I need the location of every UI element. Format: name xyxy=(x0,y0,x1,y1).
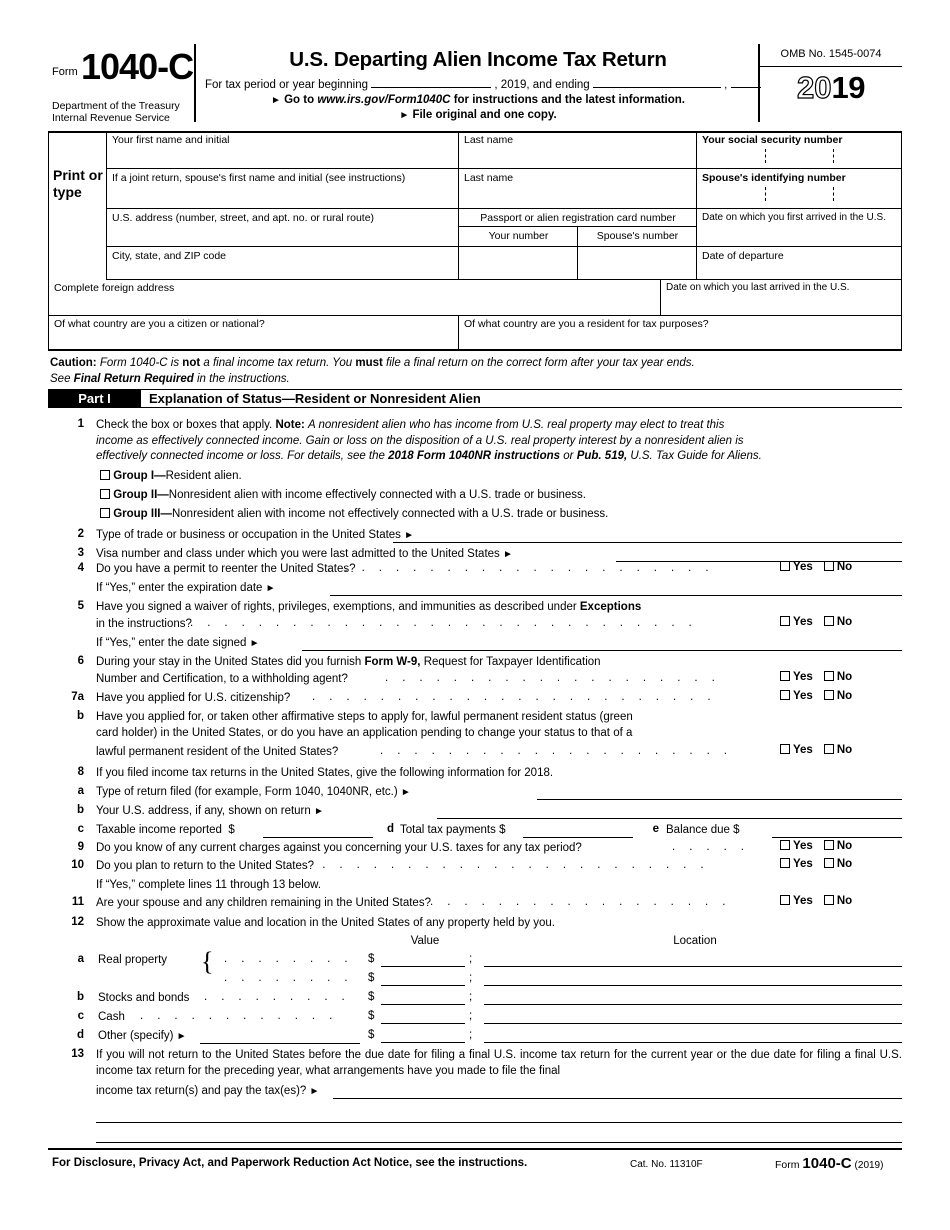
arrow-icon: ► xyxy=(399,110,410,121)
header-left-block xyxy=(48,44,194,128)
line-3-text xyxy=(96,547,513,563)
country-citizen-label: Of what country are you a citizen or national? xyxy=(54,318,265,330)
line-7b-no-label: No xyxy=(836,744,853,756)
department-line-2: Internal Revenue Service xyxy=(52,112,170,124)
group-3-text: Nonresident alien with income not effectively connected with a U.S. trade or business. xyxy=(171,508,609,520)
form-word-label: Form xyxy=(52,66,78,78)
line-1-number: 1 xyxy=(77,418,84,430)
line-1-note-label: Note: xyxy=(275,419,305,431)
line-1-text-a: Check the box or boxes that apply. xyxy=(96,419,273,431)
exceptions-ref: Exceptions xyxy=(579,601,642,613)
line-5-text-b: in the instructions? xyxy=(96,618,192,630)
line-12c-value-input[interactable] xyxy=(381,1023,465,1024)
line-4-sub-label: If “Yes,” enter the expiration date xyxy=(96,582,263,594)
line-6-no-label: No xyxy=(836,671,853,683)
line-12c-text: Cash xyxy=(98,1011,125,1023)
line-12c-location-input[interactable] xyxy=(484,1023,902,1024)
caution-text-4: See xyxy=(50,372,71,385)
line-12d-specify-input[interactable] xyxy=(200,1043,360,1044)
line-9-number: 9 xyxy=(77,841,84,853)
print-type-cell xyxy=(48,131,106,279)
city-state-zip-label: City, state, and ZIP code xyxy=(112,250,227,262)
ssn-cell[interactable] xyxy=(696,131,902,168)
goto-suffix: for instructions and the latest information. xyxy=(453,94,685,106)
line-8a-number: a xyxy=(77,785,84,797)
city-state-zip-cell[interactable] xyxy=(106,246,458,279)
line-10-number: 10 xyxy=(71,859,84,871)
form-number-title: 1040-C xyxy=(81,46,194,87)
spouse-first-name-cell[interactable] xyxy=(106,168,458,208)
line-5-text-a: Have you signed a waiver of rights, privileges, exemptions, and immunities as described under xyxy=(96,601,577,613)
header-center-block xyxy=(198,44,758,128)
line-10-yes-label: Yes xyxy=(793,858,813,870)
arrow-icon: ► xyxy=(265,583,276,594)
line-2-label: Type of trade or business or occupation in the United States xyxy=(96,529,401,541)
line-12a-semicolon: ; xyxy=(469,953,473,965)
line-8d-input[interactable] xyxy=(523,837,633,838)
line-10-sub-text: If “Yes,” complete lines 11 through 13 below. xyxy=(96,879,322,891)
line-7a-number: 7a xyxy=(71,691,84,703)
line-12a-leader-dots: . . . . . . . . xyxy=(224,953,353,965)
goto-instructions-line xyxy=(198,94,758,106)
line-9-leader-dots: . . . . . xyxy=(672,841,750,853)
tax-period-line xyxy=(205,77,761,91)
ssn-separator-1 xyxy=(765,149,766,163)
line-4-yes-label: Yes xyxy=(793,561,813,573)
spouse-id-separator-2 xyxy=(833,187,834,201)
line-6-leader-dots: . . . . . . . . . . . . . . . . . . . . xyxy=(385,672,721,684)
line-11-text: Are your spouse and any children remaining in the United States? xyxy=(96,897,431,909)
line-8a-input[interactable] xyxy=(537,799,902,800)
line-5-date-signed-input[interactable] xyxy=(302,650,902,651)
line-13-text-c-row xyxy=(96,1084,319,1100)
line-5-leader-dots: . . . . . . . . . . . . . . . . . . . . . . . . . . . . . . xyxy=(190,617,698,629)
line-12a2-semicolon: ; xyxy=(469,972,473,984)
line-8d-label: Total tax payments xyxy=(400,824,496,836)
your-number-header-cell xyxy=(458,226,577,246)
line-5-text xyxy=(96,600,856,616)
line-9-yes-label: Yes xyxy=(793,840,813,852)
line-12a2-leader-dots: . . . . . . . . xyxy=(224,972,353,984)
last-name-2-cell[interactable] xyxy=(458,168,696,208)
spouse-number-field[interactable] xyxy=(577,246,696,279)
tax-period-year-input[interactable] xyxy=(731,77,761,88)
line-5-yes-label: Yes xyxy=(793,616,813,628)
line-7b-text-b: card holder) in the United States, or do you have an application pending to change your status to that of a xyxy=(96,726,633,739)
last-arrived-cell[interactable] xyxy=(660,279,902,315)
line-12c-dollar: $ xyxy=(368,1010,375,1022)
caution-label: Caution: xyxy=(50,357,97,369)
goto-prefix: Go to xyxy=(284,94,315,106)
value-column-header: Value xyxy=(410,935,440,947)
arrow-icon: ► xyxy=(400,787,411,798)
first-name-label: Your first name and initial xyxy=(112,134,230,146)
last-name-1-label: Last name xyxy=(464,134,514,146)
us-address-cell[interactable] xyxy=(106,208,458,246)
line-6-yes-label: Yes xyxy=(793,671,813,683)
line-12d-dollar: $ xyxy=(368,1029,375,1041)
line-13-text xyxy=(96,1048,902,1079)
tax-period-label: For tax period or year beginning xyxy=(205,79,369,91)
line-8-text: If you filed income tax returns in the United States, give the following information for 2018. xyxy=(96,767,554,779)
line-5-no-label: No xyxy=(836,616,853,628)
tax-period-mid-label: , 2019, and ending xyxy=(494,79,590,91)
line-5-yes-checkbox[interactable] xyxy=(780,616,790,626)
line-9-no-label: No xyxy=(836,840,853,852)
line-12a-dollar: $ xyxy=(368,953,375,965)
form-w9-ref: Form W-9, xyxy=(364,656,421,668)
line-12c-number: c xyxy=(77,1010,84,1022)
line-12b-location-input[interactable] xyxy=(484,1004,902,1005)
line-12d-location-input[interactable] xyxy=(484,1042,902,1043)
arrow-icon: ► xyxy=(176,1031,187,1042)
line-7a-no-label: No xyxy=(836,690,853,702)
spouse-id-label: Spouse's identifying number xyxy=(702,172,846,184)
ssn-label: Your social security number xyxy=(702,134,843,146)
line-8a-text xyxy=(96,785,411,801)
line-11-yes-label: Yes xyxy=(793,895,813,907)
country-citizen-cell[interactable] xyxy=(48,315,458,349)
line-1-text-f: U.S. Tax Guide for Aliens. xyxy=(630,450,762,462)
line-6-yes-checkbox[interactable] xyxy=(780,671,790,681)
footer-form-number: 1040-C xyxy=(802,1155,852,1172)
line-6-yes-no[interactable] xyxy=(780,671,852,683)
header-right-block xyxy=(760,44,902,128)
line-1-text-e: or xyxy=(563,450,574,462)
file-original-label: File original and one copy. xyxy=(412,109,557,121)
line-7b-text-a: Have you applied for, or taken other affirmative steps to apply for, lawful permanent resident status (green xyxy=(96,711,633,723)
tax-period-begin-input[interactable] xyxy=(371,77,491,88)
foreign-address-label: Complete foreign address xyxy=(54,282,175,294)
line-8e-label: Balance due xyxy=(666,824,730,836)
line-2-text xyxy=(96,528,414,544)
disclosure-notice: For Disclosure, Privacy Act, and Paperwork Reduction Act Notice, see the instructions. xyxy=(52,1157,528,1169)
department-block xyxy=(52,100,180,124)
group-2-label: Group II— xyxy=(113,489,169,501)
line-2-number: 2 xyxy=(77,528,84,540)
form-1040nr-instructions-ref: 2018 Form 1040NR instructions xyxy=(388,450,561,462)
footer-form-year: (2019) xyxy=(854,1160,884,1171)
group-2-row[interactable] xyxy=(100,488,586,504)
line-8e-text xyxy=(666,823,740,839)
line-9-yes-checkbox[interactable] xyxy=(780,840,790,850)
caution-must: must xyxy=(355,357,383,369)
line-11-yes-no[interactable] xyxy=(780,895,852,907)
footer-form-identifier xyxy=(775,1155,883,1172)
spouse-first-name-label: If a joint return, spouse's first name and initial (see instructions) xyxy=(112,172,406,184)
line-5-sub-label: If “Yes,” enter the date signed xyxy=(96,637,247,649)
line-12-number: 12 xyxy=(71,916,84,928)
line-7b-leader-dots: . . . . . . . . . . . . . . . . . . . . . xyxy=(380,745,733,757)
arrow-icon: ► xyxy=(503,549,513,560)
group-1-checkbox[interactable] xyxy=(100,470,110,480)
line-12d-semicolon: ; xyxy=(469,1029,473,1041)
line-4-no-checkbox[interactable] xyxy=(824,561,834,571)
caution-note xyxy=(50,356,898,387)
line-9-text: Do you know of any current charges against you concerning your U.S. taxes for any tax period? xyxy=(96,842,582,854)
catalog-number: Cat. No. 11310F xyxy=(630,1159,703,1170)
arrow-icon: ► xyxy=(271,95,281,106)
line-12a-text: Real property xyxy=(98,954,168,966)
last-name-2-label: Last name xyxy=(464,172,514,184)
line-6-text-c-row: Number and Certification, to a withholding agent? xyxy=(96,673,348,685)
footer-divider xyxy=(48,1148,902,1150)
line-7a-text: Have you applied for U.S. citizenship? xyxy=(96,692,291,704)
line-11-no-checkbox[interactable] xyxy=(824,895,834,905)
line-12d-label: Other (specify) xyxy=(98,1030,174,1042)
line-7a-leader-dots: . . . . . . . . . . . . . . . . . . . . . . . . xyxy=(312,691,716,703)
line-8c-text xyxy=(96,823,235,839)
line-13-input-1[interactable] xyxy=(333,1098,902,1099)
last-name-1-cell[interactable] xyxy=(458,131,696,168)
caution-text-5: in the instructions. xyxy=(197,372,290,385)
line-4-no-label: No xyxy=(836,561,853,573)
line-8c-dollar: $ xyxy=(228,824,235,836)
file-original-line xyxy=(198,109,758,121)
year-suffix: 19 xyxy=(831,70,865,105)
line-7b-yes-checkbox[interactable] xyxy=(780,744,790,754)
line-5-yes-no[interactable] xyxy=(780,616,852,628)
line-1-text-b: A nonresident alien who has income from U.S. real property may elect to treat this xyxy=(308,419,725,431)
group-3-row[interactable] xyxy=(100,507,608,523)
part-1-title: Explanation of Status—Resident or Nonresident Alien xyxy=(149,391,481,406)
line-7b-yes-no[interactable] xyxy=(780,744,852,756)
line-11-yes-checkbox[interactable] xyxy=(780,895,790,905)
line-3-number: 3 xyxy=(77,547,84,559)
line-6-text-a: During your stay in the United States did you furnish xyxy=(96,656,362,668)
first-name-cell[interactable] xyxy=(106,131,458,168)
line-4-sub-text xyxy=(96,581,276,597)
line-9-yes-no[interactable] xyxy=(780,840,852,852)
line-12a2-dollar: $ xyxy=(368,972,375,984)
omb-divider xyxy=(760,66,902,67)
pub-519-ref: Pub. 519, xyxy=(576,450,628,462)
line-12d-value-input[interactable] xyxy=(381,1042,465,1043)
line-7b-text-c-row: lawful permanent resident of the United States? xyxy=(96,746,339,758)
line-6-text xyxy=(96,655,856,671)
ssn-separator-2 xyxy=(833,149,834,163)
date-of-departure-cell[interactable] xyxy=(696,246,902,279)
line-10-yes-checkbox[interactable] xyxy=(780,858,790,868)
line-7a-yes-no[interactable] xyxy=(780,690,852,702)
group-3-label: Group III— xyxy=(113,508,172,520)
line-10-no-label: No xyxy=(836,858,853,870)
tax-period-end-input[interactable] xyxy=(593,77,721,88)
line-4-yes-checkbox[interactable] xyxy=(780,561,790,571)
part-1-header-bar xyxy=(48,389,902,408)
line-6-text-b: Request for Taxpayer Identification xyxy=(423,656,601,668)
line-8c-input[interactable] xyxy=(263,837,373,838)
group-3-checkbox[interactable] xyxy=(100,508,110,518)
header-divider-left xyxy=(194,44,196,122)
arrow-icon: ► xyxy=(314,806,324,817)
year-prefix: 20 xyxy=(797,70,832,105)
line-8d-dollar: $ xyxy=(499,824,506,836)
line-9-no-checkbox[interactable] xyxy=(824,840,834,850)
line-8e-number: e xyxy=(652,823,659,835)
location-column-header: Location xyxy=(673,935,717,947)
line-12a-number: a xyxy=(77,953,84,965)
line-1-text-d: effectively connected income or loss. For details, see the xyxy=(96,450,385,462)
passport-label: Passport or alien registration card number xyxy=(480,212,676,224)
line-10-leader-dots: . . . . . . . . . . . . . . . . . . . . . . . . xyxy=(305,859,709,871)
part-1-label: Part I xyxy=(78,391,111,406)
line-6-no-checkbox[interactable] xyxy=(824,671,834,681)
line-2-input[interactable] xyxy=(393,542,902,543)
line-12b-value-input[interactable] xyxy=(381,1004,465,1005)
entity-bottom-border xyxy=(48,349,902,351)
line-13-number: 13 xyxy=(71,1048,84,1060)
group-1-label: Group I— xyxy=(113,470,166,482)
line-12c-leader-dots: . . . . . . . . . . . . xyxy=(140,1010,338,1022)
group-1-text: Resident alien. xyxy=(165,470,242,482)
line-12a2-location-input[interactable] xyxy=(484,985,902,986)
us-address-label: U.S. address (number, street, and apt. no. or rural route) xyxy=(112,212,375,224)
country-resident-label: Of what country are you a resident for tax purposes? xyxy=(464,318,709,330)
group-1-row[interactable] xyxy=(100,469,242,485)
line-8c-number: c xyxy=(77,823,84,835)
line-11-no-label: No xyxy=(836,895,853,907)
line-11-leader-dots: . . . . . . . . . . . . . . . . . . xyxy=(430,896,731,908)
line-5-sub-text xyxy=(96,636,260,652)
line-8d-text xyxy=(400,823,506,839)
line-13-text-a: If you will not return to the United States before the due date for filing a final U.S. income tax return for the current year or the xyxy=(96,1049,747,1061)
line-8c-label: Taxable income reported xyxy=(96,824,222,836)
line-12a-value-input[interactable] xyxy=(381,966,465,967)
line-10-no-checkbox[interactable] xyxy=(824,858,834,868)
line-7a-yes-label: Yes xyxy=(793,690,813,702)
line-1-text-c: income as effectively connected income. Gain or loss on the disposition of a U.S. real property interest by a nonresident alien is xyxy=(96,434,744,447)
line-4-number: 4 xyxy=(77,562,84,574)
line-7b-no-checkbox[interactable] xyxy=(824,744,834,754)
line-3-label: Visa number and class under which you were last admitted to the United States xyxy=(96,548,500,560)
country-resident-cell[interactable] xyxy=(458,315,902,349)
line-11-number: 11 xyxy=(71,896,84,908)
page-title: U.S. Departing Alien Income Tax Return xyxy=(289,48,667,71)
caution-text-2: a final income tax return. You xyxy=(203,357,353,369)
line-8a-label: Type of return filed (for example, Form 1040, 1040NR, etc.) xyxy=(96,786,398,798)
line-7b-number: b xyxy=(76,710,84,722)
line-12b-leader-dots: . . . . . . . . . xyxy=(204,991,351,1003)
line-12-text: Show the approximate value and location in the United States of any property held by you. xyxy=(96,917,556,929)
arrow-icon: ► xyxy=(309,1086,320,1097)
caution-text-3: file a final return on the correct form after your tax year ends. xyxy=(386,357,695,369)
spouse-number-label: Spouse's number xyxy=(596,230,679,242)
line-12b-text: Stocks and bonds xyxy=(98,992,190,1004)
line-8-number: 8 xyxy=(77,766,84,778)
spouse-number-header-cell xyxy=(577,226,696,246)
omb-number: OMB No. 1545-0074 xyxy=(780,48,882,60)
line-4-yes-no[interactable] xyxy=(780,561,852,573)
line-8e-input[interactable] xyxy=(772,837,902,838)
line-1-text xyxy=(96,418,896,465)
line-4-expiration-input[interactable] xyxy=(330,595,902,596)
line-4-leader-dots: . . . . . . . . . . . . . . . . . . . . . . . . xyxy=(310,562,714,574)
line-13-input-3[interactable] xyxy=(96,1142,902,1143)
your-number-label: Your number xyxy=(488,230,549,242)
tax-year-display xyxy=(760,70,902,106)
footer-form-word: Form xyxy=(775,1159,800,1171)
foreign-address-cell[interactable] xyxy=(48,279,660,315)
group-2-checkbox[interactable] xyxy=(100,489,110,499)
line-6-number: 6 xyxy=(77,655,84,667)
line-8d-number: d xyxy=(386,823,394,835)
brace-glyph-icon: { xyxy=(201,947,214,976)
arrow-icon: ► xyxy=(404,530,415,541)
line-7b-text xyxy=(96,710,866,741)
spouse-id-separator-1 xyxy=(765,187,766,201)
line-8e-dollar: $ xyxy=(733,824,740,836)
line-10-text: Do you plan to return to the United States? xyxy=(96,860,314,872)
line-8b-input[interactable] xyxy=(437,818,902,819)
line-12d-number: d xyxy=(76,1029,84,1041)
first-arrived-label: Date on which you first arrived in the U.S. xyxy=(702,212,886,223)
first-arrived-cell[interactable] xyxy=(696,208,902,246)
line-5-no-checkbox[interactable] xyxy=(824,616,834,626)
line-12a-location-input[interactable] xyxy=(484,966,902,967)
line-12b-number: b xyxy=(76,991,84,1003)
final-return-required-ref: Final Return Required xyxy=(73,372,194,385)
line-7a-no-checkbox[interactable] xyxy=(824,690,834,700)
line-12b-dollar: $ xyxy=(368,991,375,1003)
line-5-text-b-row xyxy=(96,617,192,633)
line-8b-number: b xyxy=(76,804,84,816)
spouse-id-cell[interactable] xyxy=(696,168,902,208)
department-line-1: Department of the Treasury xyxy=(52,100,180,112)
line-4-text: Do you have a permit to reenter the United States? xyxy=(96,563,356,575)
line-13-input-2[interactable] xyxy=(96,1122,902,1123)
print-or-type-label: Print or type xyxy=(53,167,103,200)
form-header xyxy=(48,44,902,128)
line-13-text-c: income tax return(s) and pay the tax(es)? xyxy=(96,1085,307,1097)
line-13-text-b: due date for filing a final U.S. income tax return for the preceding year, what arrangements have you made to file the final xyxy=(96,1049,902,1077)
line-5-number: 5 xyxy=(77,600,84,612)
passport-header-cell xyxy=(458,208,696,226)
last-arrived-label: Date on which you last arrived in the U.S. xyxy=(666,282,850,293)
line-7a-yes-checkbox[interactable] xyxy=(780,690,790,700)
line-12c-semicolon: ; xyxy=(469,1010,473,1022)
caution-text-1: Form 1040-C is xyxy=(99,357,180,369)
line-8b-text xyxy=(96,804,324,820)
group-2-text: Nonresident alien with income effectively connected with a U.S. trade or business. xyxy=(168,489,586,501)
irs-url-link[interactable]: www.irs.gov/Form1040C xyxy=(317,94,451,106)
line-7b-yes-label: Yes xyxy=(793,744,813,756)
your-number-field[interactable] xyxy=(458,246,577,279)
line-12b-semicolon: ; xyxy=(469,991,473,1003)
arrow-icon: ► xyxy=(249,638,260,649)
line-10-yes-no[interactable] xyxy=(780,858,852,870)
line-8b-label: Your U.S. address, if any, shown on return xyxy=(96,805,311,817)
line-12d-text xyxy=(98,1029,187,1045)
line-12a2-value-input[interactable] xyxy=(381,985,465,986)
caution-not: not xyxy=(182,357,201,369)
tax-period-comma: , xyxy=(724,79,728,91)
date-of-departure-label: Date of departure xyxy=(702,250,784,262)
